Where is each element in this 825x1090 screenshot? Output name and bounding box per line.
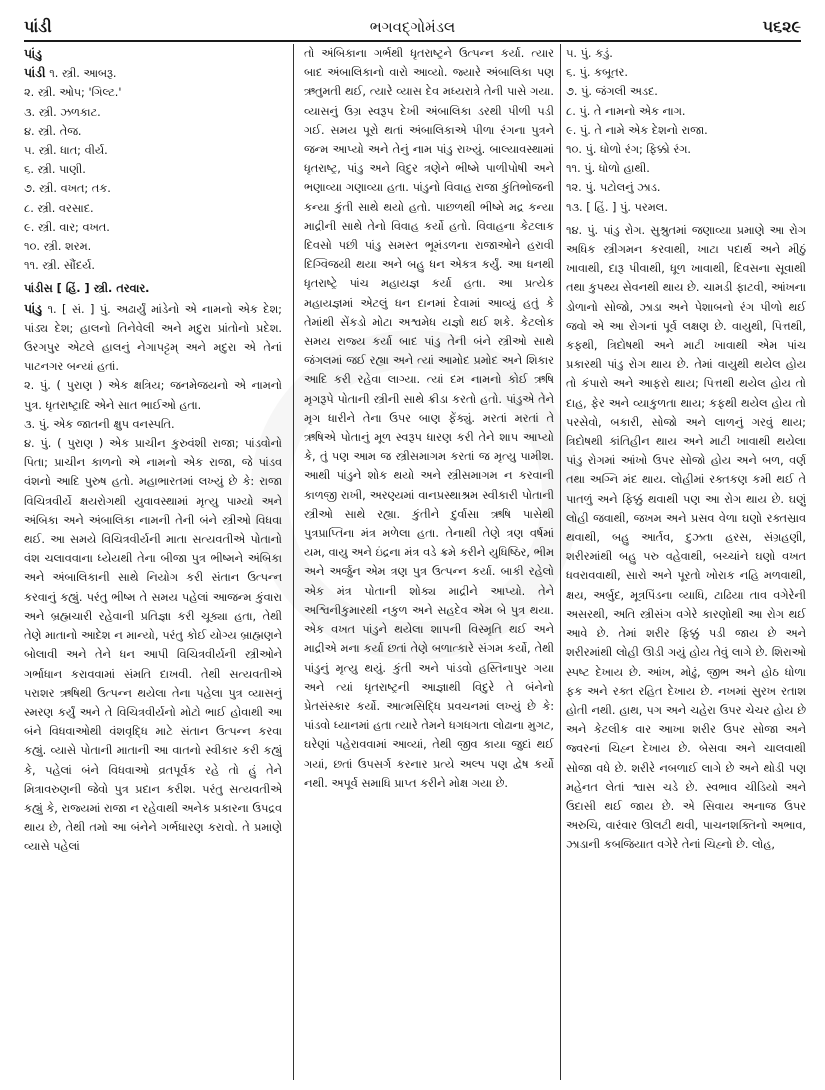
sense: ૪. પું. ( પુરાણ ) એક પ્રાચીન કુરુવંશી રાજા; પાંડવોનો પિતા; પ્રાચીન કાળનો એ નામનો એક રાજા, જે પાંડવ વંશનો આદિ પુરુષ હતો. મહાભારતમાં લખ્યું છે કે: રાજા વિચિત્રવીર્યે ક્ષયરોગથી યુવાવસ્થામાં મૃત્યુ પામ્યો અને અંબિકા અને અંબાલિકા નામની તેની બંને સ્ત્રીઓ વિધવા થઈ. આ સમયે વિચિત્રવીર્યની માતા સત્યવતીએ પોતાનો વંશ ચલાવવાના ધ્યેયથી તેના બીજા પુત્ર ભીષ્મને અંબિકા અને અંબાલિકાની સાથે નિયોગ કરી સંતાન ઉત્પન્ન કરવાનું કહ્યું. પરંતુ ભીષ્મ તે સમય પહેલાં આજન્મ કુંવારા અને બ્રહ્મચારી રહેવાની પ્રતિજ્ઞા કરી ચૂક્યા હતા, તેથી તેણે માતાનો આદેશ ન માન્યો, પરંતુ કોઈ યોગ્ય બ્રાહ્મણને બોલાવી અને તેને ધન આપી વિચિત્રવીર્યની સ્ત્રીઓને ગર્ભાધાન કરાવવામાં સંમતિ દાખવી. તેથી સત્યવતીએ પરાશર ઋષિથી ઉત્પન્ન થયેલા તેના પહેલા પુત્ર વ્યાસનું સ્મરણ કર્યું અને તે વિચિત્રવીર્યનો મોટો ભાઈ હોવાથી આ બંને વિધવાઓથી વંશવૃદ્ધિ માટે સંતાન ઉત્પન્ન કરવા કહ્યું. વ્યાસે પોતાની માતાની આ વાતનો સ્વીકાર કરી કહ્યું કે, પહેલાં બંને વિધવાઓ વ્રતપૂર્વક રહે તો હું તેને મિત્રાવરુણની જેવો પુત્ર પ્રદાન કરીશ. પરંતુ સત્યવતીએ કહ્યું કે, રાજ્યમાં રાજા ન રહેવાથી અનેક પ્રકારના ઉપદ્રવ થાય છે, તેથી તમો આ બંનેને ગર્ભધારણ કરાવો. તે પ્રમાણે વ્યાસે પહેલાં	[24, 437, 282, 854]
sense: ૨. સ્ત્રી. ઓપ; 'ગિલ્ટ.'	[24, 86, 122, 100]
sense: ૧. [ સં. ] પું. અઢાર્યું માંડેનો એ નામનો એક દેશ; પાંડ્ય દેશ; હાલનો તિનેવેલી અને મદુરા પ્રાંતોનો પ્રદેશ. ઉરગપુર એટલે હાલનું નેગાપટ્ટમ્ અને મદુરા એ તેનાં પાટનગર બન્યાં હતાં.	[24, 302, 282, 374]
headword: પાંડી	[24, 65, 46, 81]
sense: ૬. સ્ત્રી. પાણી.	[24, 163, 86, 177]
column-2	[304, 44, 554, 1084]
definition	[24, 63, 282, 83]
sense: ૧૦. પું. ધોળો રંગ; ફિક્કો રંગ.	[566, 143, 692, 157]
sense: ૫. પું. કડું.	[566, 47, 613, 60]
definition: પાંડીસ [ હિં. ] સ્ત્રી. તરવાર.	[24, 282, 150, 296]
definition	[24, 299, 282, 377]
running-head-left: પાંડી	[24, 17, 52, 36]
column-divider	[560, 44, 561, 1080]
column-1	[24, 44, 282, 1084]
sense: ૧. સ્ત્રી. આબરૂ.	[49, 67, 117, 81]
sense: ૧૩. [ હિં. ] પું. પરમલ.	[566, 200, 668, 214]
page-number: ૫૬૨૯	[762, 17, 801, 36]
sense: ૫. સ્ત્રી. ધાત; વીર્ય.	[24, 144, 108, 158]
sense: ૮. પું. તે નામનો એક નાગ.	[566, 104, 686, 118]
sense: ૮. સ્ત્રી. વરસાદ.	[24, 201, 94, 215]
sense: ૯. પું. તે નામે એક દેશનો રાજા.	[566, 123, 708, 137]
sense: ૩. પું. એક જાતની ક્ષુપ વનસ્પતિ.	[24, 417, 175, 431]
headword: પાંડુ	[24, 300, 43, 316]
column-divider	[293, 44, 294, 1080]
sense: ૧૧. સ્ત્રી. સૌંદર્ય.	[24, 259, 96, 273]
header-rule	[24, 40, 801, 42]
headword: પાંડુ	[24, 46, 43, 61]
sense: ૧૧. પું. ધોળો હાથી.	[566, 162, 650, 176]
sense: ૧૦. સ્ત્રી. શરમ.	[24, 240, 92, 254]
column-3	[566, 44, 806, 1084]
sense: ૧૨. પું. પટોલનું ઝાડ.	[566, 181, 661, 195]
sense: ૧૪. પું. પાંડુ રોગ. સુશ્રુતમાં જણાવ્યા પ્રમાણે આ રોગ અધિક સ્ત્રીગમન કરવાથી, ખાટા પદાર્થ અને મીઠું ખાવાથી, દારૂ પીવાથી, ધૂળ ખાવાથી, દિવસના સૂવાથી તથા કુપથ્ય સેવનથી થાય છે. ચામડી ફાટવી, આંખના ડોળાનો સોજો, ઝાડા અને પેશાબનો રંગ પીળો થઈ જવો એ આ રોગનાં પૂર્વ લક્ષણ છે. વાયુથી, પિત્તથી, કફથી, ત્રિદોષથી અને માટી ખાવાથી એમ પાંચ પ્રકારથી પાંડુ રોગ થાય છે. તેમાં વાયુથી થયેલ હોય તો કંપારો અને આફરો થાય; પિત્તથી થયેલ હોય તો દાહ, ફેર અને વ્યાકુળતા થાય; કફથી થયેલ હોય તો પરસેવો, બકારી, સોજો અને લાળનું ગરવું થાય; ત્રિદોષથી કાંતિહીન થાય અને માટી ખાવાથી થયેલા પાંડુ રોગમાં આંખો ઉપર સોજો હોય અને બળ, વર્ણ તથા અગ્નિ મંદ થાય. લોહીમાં રક્તકણ કમી થઈ તે પાતળું અને ફિક્કું થવાથી પણ આ રોગ થાય છે. ઘણું લોહી જવાથી, જખમ અને પ્રસવ વેળા ઘણો રક્તસ્રાવ થવાથી, બહુ આર્તવ, દુઝતા હરસ, સંગ્રહણી, શરીરમાંથી બહુ પરુ વહેવાથી, બચ્ચાંને ઘણો વખત ધવરાવવાથી, સારો અને પૂરતો ખોરાક નહિ મળવાથી, ક્ષય, અર્બુદ, મૂત્રપિંડના વ્યાધિ, ટાઢિયા તાવ વગેરેની અસરથી, અતિ સ્ત્રીસંગ વગેરે કારણોથી આ રોગ થઈ આવે છે. તેમાં શરીર ફિક્કું પડી જાય છે અને શરીરમાંથી લોહી ઊડી ગયું હોય તેવું લાગે છે. શિરાઓ સ્પષ્ટ દેખાય છે. આંખ, મોઢું, જીભ અને હોઠ ધોળા ફક અને રક્ત રહિત દેખાય છે. નખમાં સુરખ રતાશ હોતી નથી. હાથ, પગ અને ચહેરા ઉપર ચેચર હોય છે અને કેટલીક વાર આખા શરીર ઉપર સોજા અને જ્વરનાં ચિહ્ન દેખાય છે. બેસવા અને ચાલવાથી સોજા વધે છે. શરીરે નબળાઈ લાગે છે અને થોડી પણ મહેનત લેતાં શ્વાસ ચડે છે. સ્વભાવ ચીડિયો અને ઉદાસી થઈ જાય છે. એ સિવાય અનાજ ઉપર અરુચિ, વારંવાર ઊલટી થવી, પાચનશક્તિનો અભાવ, ઝાડાની કબજિયાત વગેરે તેનાં ચિહ્નો છે. લોહ,	[566, 223, 806, 852]
sense: ૩. સ્ત્રી. ઝળકાટ.	[24, 105, 101, 119]
sense: ૬. પું. કબૂતર.	[566, 66, 628, 80]
definition-continued: તો અંબિકાના ગર્ભથી ધૃતરાષ્ટ્રને ઉત્પન્ન કર્યા. ત્યાર બાદ અંબાલિકાનો વારો આવ્યો. જ્યારે અંબાલિકા પણ ઋતુમતી થઈ, ત્યારે વ્યાસ દેવ મધ્યરાત્રે તેની પાસે ગયા. વ્યાસનું ઉગ્ર સ્વરૂપ દેખી અંબાલિકા ડરથી પીળી પડી ગઈ. સમય પૂરો થતાં અંબાલિકાએ પીળા રંગના પુત્રને જન્મ આપ્યો અને તેનું નામ પાંડુ રાખ્યું. બાલ્યાવસ્થામાં ધૃતરાષ્ટ્ર, પાંડુ અને વિદુર ત્રણેને ભીષ્મે પાળીપોષી અને ભણાવ્યા ગણાવ્યા હતા. પાંડુનો વિવાહ રાજા કુંતિભોજની કન્યા કુંતી સાથે થયો હતો. પાછળથી ભીષ્મે મદ્ર કન્યા માદ્રીની સાથે તેનો વિવાહ કર્યો હતો. વિવાહના કેટલાક દિવસો પછી પાંડુ સમસ્ત ભૂમંડળના રાજાઓને હરાવી દિગ્વિજયી થયા અને બહુ ધન એકત્ર કર્યું. આ ધનથી ધૃતરાષ્ટ્રે પાંચ મહાયજ્ઞ કર્યા હતા. આ પ્રત્યેક મહાયજ્ઞમાં એટલું ધન દાનમાં દેવામાં આવ્યું હતું કે તેમાંથી સેંકડો મોટા અશ્વમેધ યજ્ઞો થઈ શકે. કેટલોક સમય રાજ્ય કર્યા બાદ પાંડુ તેની બંને સ્ત્રીઓ સાથે જંગલમાં જઈ રહ્યા અને ત્યાં આમોદ પ્રમોદ અને શિકાર આદિ કરી રહેવા લાગ્યા. ત્યાં દમ નામનો કોઈ ઋષિ મૃગરૂપે પોતાની સ્ત્રીની સાથે ક્રીડા કરતો હતો. પાંડુએ તેને મૃગ ધારીને તેના ઉપર બાણ ફેંક્યું. મરતાં મરતાં તે ઋષિએ પોતાનું મૂળ સ્વરૂપ ધારણ કરી તેને શાપ આપ્યો કે, તું પણ આમ જ સ્ત્રીસમાગમ કરતાં જ મૃત્યુ પામીશ. આથી પાંડુને શોક થયો અને સ્ત્રીસમાગમ ન કરવાની કાળજી રાખી, અરણ્યમાં વાનપ્રસ્થાશ્રમ સ્વીકારી પોતાની સ્ત્રીઓ સાથે રહ્યા. કુંતીને દુર્વાસા ઋષિ પાસેથી પુત્રપ્રાપ્તિના મંત્ર મળેલા હતા. તેનાથી તેણે ત્રણ વર્ષમાં યમ, વાયુ અને ઇંદ્રના મંત્ર વડે ક્રમે કરીને યુધિષ્ઠિર, ભીમ અને અર્જુન એમ ત્રણ પુત્ર ઉત્પન્ન કર્યા. બાકી રહેલો એક મંત્ર પોતાની શોક્ય માદ્રીને આપ્યો. તેને અશ્વિનીકુમારથી નકુળ અને સહદેવ એમ બે પુત્ર થયા. એક વખત પાંડુને થયેલા શાપની વિસ્મૃતિ થઈ અને માદ્રીએ મના કર્યા છતાં તેણે બળાત્કારે સંગમ કર્યો, તેથી પાંડુનું મૃત્યુ થયું. કુંતી અને પાંડવો હસ્તિનાપુર ગયા અને ત્યાં ધૃતરાષ્ટ્રની આજ્ઞાથી વિદુરે તે બંનેનો પ્રેતસંસ્કાર કર્યો. આત્મસિદ્ધિ પ્રવચનમાં લખ્યું છે કે: પાંડવો ધ્યાનમાં હતા ત્યારે તેમને ધગધગતા લોઢાના મુગટ, ઘરેણાં પહેરાવવામાં આવ્યાં, તેથી જીવ કાયા જુદાં થઈ ગયાં, છતાં ઉપસર્ગ કરનાર પ્રત્યે અલ્પ પણ દ્વેષ કર્યો નથી. અપૂર્વ સમાધિ પ્રાપ્ત કરીને મોક્ષ ગયા છે.	[304, 47, 554, 790]
sense: ૯. સ્ત્રી. વાર; વખત.	[24, 220, 110, 234]
sense: ૭. સ્ત્રી. વખત; તક.	[24, 182, 111, 196]
sense: ૨. પું. ( પુરાણ ) એક ક્ષત્રિય; જનમેજયનો એ નામનો પુત્ર. ધૃતરાષ્ટ્રાદિ એને સાત ભાઈઓ હતા.	[24, 379, 282, 412]
sense: ૭. પું. જંગલી અડદ.	[566, 85, 658, 99]
running-head-title: ભગવદ્ગોમંડલ	[369, 18, 456, 36]
sense: ૪. સ્ત્રી. તેજ.	[24, 124, 82, 138]
